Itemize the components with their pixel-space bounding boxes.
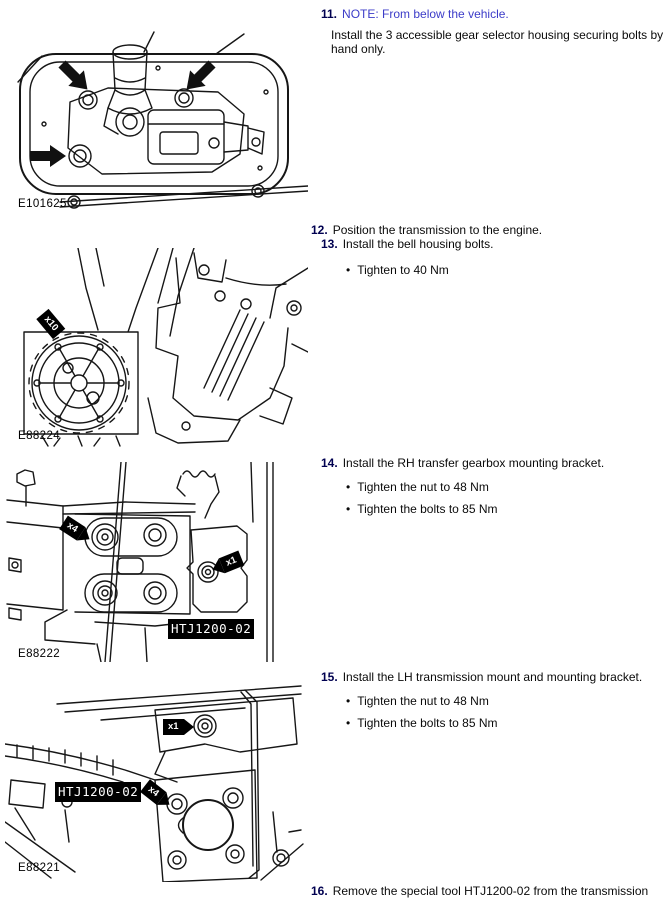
figure-bell-housing	[8, 248, 308, 448]
instruction-text: Install the bell housing bolts.	[342, 237, 494, 251]
lh-mount-illustration	[5, 682, 305, 882]
step-13	[321, 238, 493, 251]
step-number: 12.	[311, 223, 328, 237]
step-number: 15.	[321, 670, 338, 684]
special-tool-label: HTJ1200-02	[55, 782, 141, 802]
instruction-text: Position the transmission to the engine.	[332, 223, 543, 237]
instruction-text: Install the LH transmission mount and mounting bracket.	[342, 670, 643, 684]
step-number: 11.	[321, 7, 338, 21]
bolt-pointer-arrow-icons	[30, 56, 220, 167]
figure-label: E88224	[18, 430, 61, 442]
figure-rh-mounting-bracket	[5, 462, 305, 662]
note-text: NOTE: From below the vehicle.	[342, 7, 509, 21]
callout-x1-tag: x1	[219, 551, 244, 573]
figure-lh-transmission-mount	[5, 682, 305, 882]
bracket-bolt-icons	[92, 524, 166, 605]
securing-bolt-icons	[69, 89, 193, 167]
figure-gear-selector-housing	[8, 30, 308, 220]
gear-selector-illustration	[8, 30, 308, 220]
callout-x1-tag: x1	[163, 719, 184, 735]
torque-bullet: • Tighten the nut to 48 Nm	[346, 695, 489, 708]
bell-housing-illustration	[8, 248, 308, 448]
step-11	[321, 8, 509, 21]
torque-bullet: • Tighten the bolts to 85 Nm	[346, 503, 498, 516]
step-16	[311, 885, 648, 898]
step-number: 14.	[321, 456, 338, 470]
step-14	[321, 457, 604, 470]
instruction-text: Remove the special tool HTJ1200-02 from the transmission	[332, 884, 649, 898]
figure-label: E88222	[18, 648, 61, 660]
step-number: 16.	[311, 884, 328, 898]
torque-bullet: • Tighten to 40 Nm	[346, 264, 449, 277]
rh-bracket-illustration	[5, 462, 305, 662]
step-number: 13.	[321, 237, 338, 251]
step-12	[311, 224, 542, 237]
step-15	[321, 671, 642, 684]
callout-x4-tag: x4	[59, 516, 85, 540]
callout-x10-tag: x10	[37, 309, 65, 339]
special-tool-label: HTJ1200-02	[168, 619, 254, 639]
figure-label: E88221	[18, 862, 61, 874]
torque-bullet: • Tighten the nut to 48 Nm	[346, 481, 489, 494]
callout-x4-tag: x4	[140, 779, 166, 804]
step-11-body: Install the 3 accessible gear selector housing securing bolts by hand only.	[331, 28, 664, 56]
instruction-text: Install the RH transfer gearbox mounting bracket.	[342, 456, 605, 470]
torque-bullet: • Tighten the bolts to 85 Nm	[346, 717, 498, 730]
figure-label: E101625	[18, 198, 67, 210]
